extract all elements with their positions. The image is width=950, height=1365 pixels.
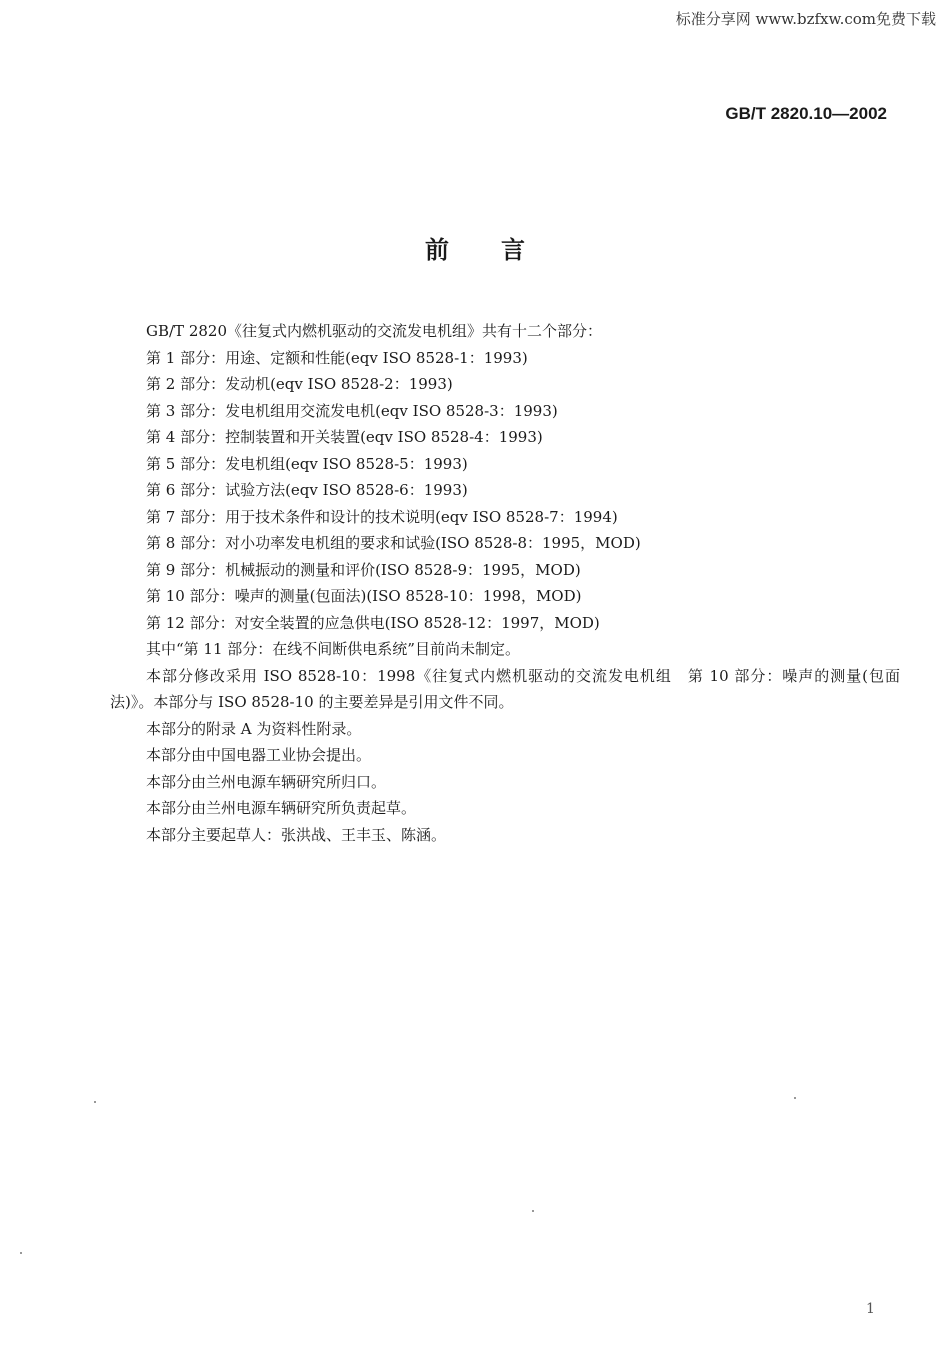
part11-note: 其中“第 11 部分：在线不间断供电系统”目前尚未制定。 <box>146 640 520 658</box>
annex-note: 本部分的附录 A 为资料性附录。 <box>146 719 362 738</box>
drafted-by: 本部分由兰州电源车辆研究所负责起草。 <box>146 799 417 817</box>
part-list-item: 第 2 部分：发动机(eqv ISO 8528-2：1993) <box>146 375 453 393</box>
scan-speck <box>532 1210 534 1212</box>
page-number: 1 <box>866 1301 875 1317</box>
drafters: 本部分主要起草人：张洪战、王丰玉、陈涵。 <box>146 825 447 844</box>
part-list-item: 第 10 部分：噪声的测量(包面法)(ISO 8528-10：1998，MOD) <box>146 587 582 605</box>
foreword-body <box>110 318 900 848</box>
part-list-item: 第 6 部分：试验方法(eqv ISO 8528-6：1993) <box>146 481 468 499</box>
centralized-by: 本部分由兰州电源车辆研究所归口。 <box>146 772 387 791</box>
standard-number: GB/T 2820.10—2002 <box>725 104 887 123</box>
intro-paragraph: GB/T 2820《往复式内燃机驱动的交流发电机组》共有十二个部分： <box>146 322 603 340</box>
modification-paragraph: 本部分修改采用 ISO 8528-10：1998《往复式内燃机驱动的交流发电机组 第 10 部分：噪声的测量(包面法)》。本部分与 ISO 8528-10 的主要差异是引用文件不同。 <box>110 666 900 711</box>
proposed-by: 本部分由中国电器工业协会提出。 <box>146 746 372 764</box>
scan-speck <box>20 1252 22 1254</box>
watermark-text: 标准分享网 www.bzfxw.com免费下载 <box>675 10 936 28</box>
part-list-item: 第 5 部分：发电机组(eqv ISO 8528-5：1993) <box>146 454 468 473</box>
part-list-item: 第 8 部分：对小功率发电机组的要求和试验(ISO 8528-8：1995，MOD) <box>146 534 641 552</box>
part-list-item: 第 4 部分：控制装置和开关装置(eqv ISO 8528-4：1993) <box>146 428 543 446</box>
part-list-item: 第 3 部分：发电机组用交流发电机(eqv ISO 8528-3：1993) <box>146 401 558 420</box>
part-list-item: 第 1 部分：用途、定额和性能(eqv ISO 8528-1：1993) <box>146 348 528 367</box>
part-list-item: 第 7 部分：用于技术条件和设计的技术说明(eqv ISO 8528-7：1994) <box>146 507 618 526</box>
scan-speck <box>794 1097 796 1099</box>
page-title: 前言 <box>425 236 577 264</box>
scan-speck <box>94 1101 96 1103</box>
part-list-item: 第 12 部分：对安全装置的应急供电(ISO 8528-12：1997，MOD) <box>146 613 600 632</box>
part-list-item: 第 9 部分：机械振动的测量和评价(ISO 8528-9：1995，MOD) <box>146 560 581 579</box>
